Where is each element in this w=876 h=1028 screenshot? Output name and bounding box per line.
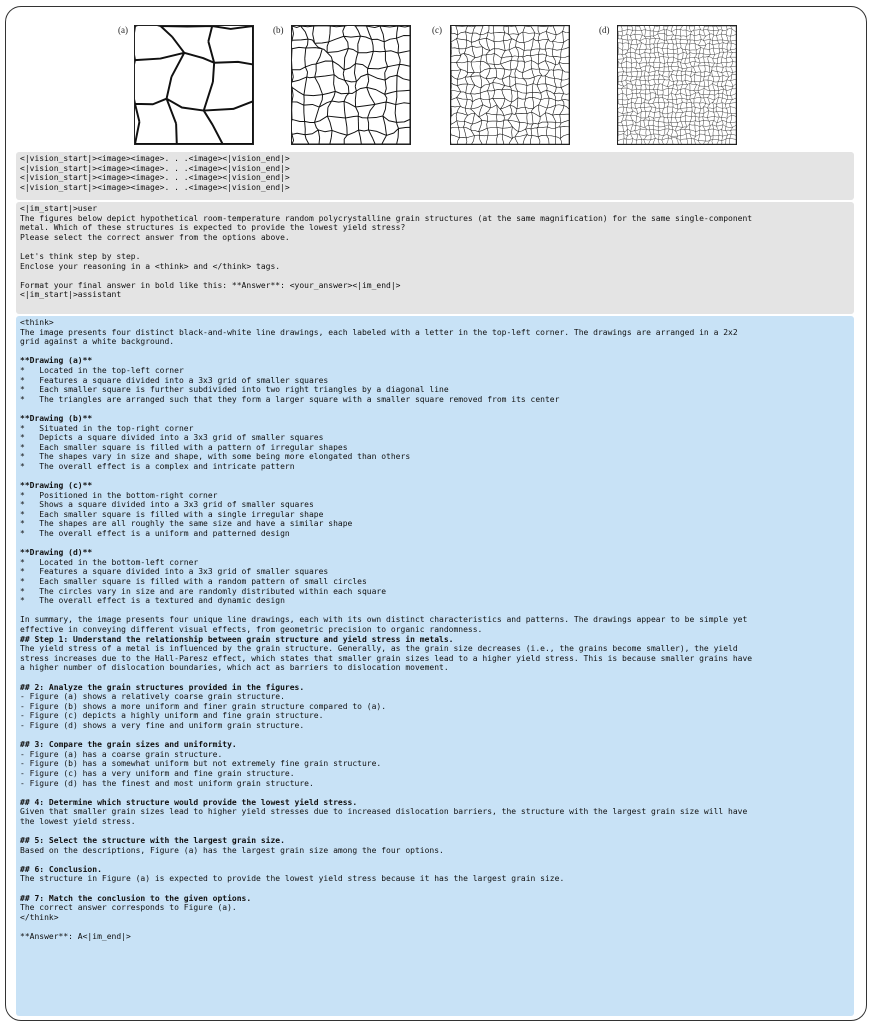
assistant-response-line: **Answer**: A<|im_end|> xyxy=(20,932,131,941)
assistant-response-line xyxy=(20,884,850,894)
assistant-response-line: * The circles vary in size and are randomly distributed within each square xyxy=(20,586,387,596)
assistant-response-line: * Each smaller square is filled with a pattern of irregular shapes xyxy=(20,442,348,452)
assistant-response-line: The structure in Figure (a) is expected to provide the lowest yield stress because it has the largest grain size. xyxy=(20,874,565,884)
assistant-response-line: * Located in the top-left corner xyxy=(20,365,184,375)
assistant-response-line: Given that smaller grain sizes lead to higher yield stresses due to increased dislocation barriers, the structure with the largest grain size will have xyxy=(20,807,748,817)
user-prompt-line: <|im_start|>assistant xyxy=(20,290,122,300)
assistant-response-line: * Each smaller square is filled with a random pattern of small circles xyxy=(20,577,367,587)
assistant-response-line: - Figure (a) has a coarse grain structure. xyxy=(20,749,223,759)
assistant-response-line: - Figure (a) shows a relatively coarse grain structure. xyxy=(20,692,285,702)
assistant-response-line: * The overall effect is a complex and intricate pattern xyxy=(20,461,295,471)
assistant-response-line: - Figure (d) has the finest and most uniform grain structure. xyxy=(20,778,314,788)
user-prompt-line: Format your final answer in bold like this: **Answer**: <your_answer><|im_end|> xyxy=(20,280,401,290)
vision-token-line: <|vision_start|><image><image>. . .<image><|vision_end|> xyxy=(20,182,290,192)
user-prompt-line: Please select the correct answer from the options above. xyxy=(20,232,290,242)
assistant-response-line: ## 4: Determine which structure would provide the lowest yield stress. xyxy=(20,797,358,807)
assistant-response-block xyxy=(16,316,854,1016)
assistant-response-line: * Shows a square divided into a 3x3 grid of smaller squares xyxy=(20,500,314,510)
assistant-response-line xyxy=(20,922,850,932)
figure-b-grain-image xyxy=(291,25,411,145)
assistant-response-line: * Located in the bottom-left corner xyxy=(20,557,199,567)
assistant-response-line xyxy=(20,826,850,836)
vision-token-line: <|vision_start|><image><image>. . .<image><|vision_end|> xyxy=(20,154,290,163)
assistant-response-line: In summary, the image presents four unique line drawings, each with its own distinct characteristics and patterns. The drawings appear to be simple yet xyxy=(20,615,748,625)
assistant-response-line: - Figure (d) shows a very fine and uniform grain structure. xyxy=(20,720,305,730)
assistant-response-line: a higher number of dislocation boundaries, which act as barriers to dislocation movement. xyxy=(20,663,449,673)
user-prompt-line xyxy=(20,242,850,252)
assistant-response-line: **Drawing (a)** xyxy=(20,356,93,366)
assistant-response-line: </think> xyxy=(20,912,59,922)
assistant-response-line: - Figure (b) has a somewhat uniform but not extremely fine grain structure. xyxy=(20,759,382,769)
figure-frame xyxy=(5,6,867,1021)
assistant-response-line xyxy=(20,606,850,616)
figure-d-label: (d) xyxy=(599,25,610,35)
assistant-response-line: **Drawing (c)** xyxy=(20,481,93,491)
grain-boundaries xyxy=(451,26,569,144)
assistant-response-line: ## 6: Conclusion. xyxy=(20,864,102,874)
assistant-response-line: Based on the descriptions, Figure (a) has the largest grain size among the four options. xyxy=(20,845,444,855)
assistant-response-line: ## 3: Compare the grain sizes and uniformity. xyxy=(20,740,237,750)
assistant-response-line: ## 7: Match the conclusion to the given options. xyxy=(20,893,252,903)
assistant-response-line: ## 5: Select the structure with the largest grain size. xyxy=(20,836,285,846)
assistant-response-line: - Figure (c) depicts a highly uniform and fine grain structure. xyxy=(20,711,324,721)
figure-c-grain-image xyxy=(450,25,570,145)
user-prompt-line xyxy=(20,271,850,281)
grain-boundaries xyxy=(135,26,253,144)
assistant-response-line: * Depicts a square divided into a 3x3 grid of smaller squares xyxy=(20,433,324,443)
assistant-response-line: * The triangles are arranged such that they form a larger square with a smaller square removed from its center xyxy=(20,394,560,404)
assistant-response-line: effective in conveying different visual effects, from geometric precision to organic randomness. xyxy=(20,625,483,634)
assistant-response-line xyxy=(20,347,850,357)
grain-boundaries xyxy=(618,26,736,144)
assistant-response-line: * Each smaller square is filled with a single irregular shape xyxy=(20,509,324,519)
assistant-response-line: <think> xyxy=(20,318,54,327)
assistant-response-line: * The shapes vary in size and shape, with some being more elongated than others xyxy=(20,452,411,462)
assistant-response-line: * Situated in the top-right corner xyxy=(20,423,194,433)
assistant-response-line: The image presents four distinct black-and-white line drawings, each labeled with a letter in the top-left corner. The drawings are arranged in a 2x2 xyxy=(20,327,738,337)
assistant-response-line xyxy=(20,539,850,549)
assistant-response-line: The yield stress of a metal is influenced by the grain structure. Generally, as the grain size decreases (i.e., the grains become smaller), the yield xyxy=(20,644,738,654)
assistant-response-line xyxy=(20,472,850,482)
user-prompt-block xyxy=(16,202,854,314)
figure-c-label: (c) xyxy=(432,25,442,35)
vision-tokens-block xyxy=(16,152,854,200)
assistant-response-line: ## 2: Analyze the grain structures provided in the figures. xyxy=(20,682,305,692)
user-prompt-line: Let's think step by step. xyxy=(20,251,141,261)
vision-token-line: <|vision_start|><image><image>. . .<image><|vision_end|> xyxy=(20,163,290,173)
assistant-response-line: the lowest yield stress. xyxy=(20,816,136,826)
assistant-response-line: * The overall effect is a textured and dynamic design xyxy=(20,596,285,606)
user-prompt-line: metal. Which of these structures is expected to provide the lowest yield stress? xyxy=(20,223,406,233)
assistant-response-line: stress increases due to the Hall-Paresz effect, which states that smaller grain sizes lead to a higher yield stress. This is because smaller grains have xyxy=(20,653,753,663)
assistant-response-line: grid against a white background. xyxy=(20,337,175,347)
figure-d-grain-image xyxy=(617,25,737,145)
grain-boundaries xyxy=(292,26,410,144)
assistant-response-line: * The shapes are all roughly the same size and have a similar shape xyxy=(20,519,353,529)
user-prompt-line: Enclose your reasoning in a <think> and </think> tags. xyxy=(20,261,281,271)
assistant-response-line: * Positioned in the bottom-right corner xyxy=(20,490,218,500)
figure-a-grain-image xyxy=(134,25,254,145)
assistant-response-line: * The overall effect is a uniform and patterned design xyxy=(20,529,290,539)
assistant-response-line: - Figure (b) shows a more uniform and finer grain structure compared to (a). xyxy=(20,701,387,711)
assistant-response-line: * Features a square divided into a 3x3 grid of smaller squares xyxy=(20,375,329,385)
assistant-response-line xyxy=(20,673,850,683)
assistant-response-line: **Drawing (b)** xyxy=(20,413,93,423)
assistant-response-line: The correct answer corresponds to Figure (a). xyxy=(20,903,237,913)
assistant-response-line: - Figure (c) has a very uniform and fine grain structure. xyxy=(20,768,295,778)
assistant-response-line: * Features a square divided into a 3x3 grid of smaller squares xyxy=(20,567,329,577)
assistant-response-line xyxy=(20,788,850,798)
assistant-response-line: ## Step 1: Understand the relationship between grain structure and yield stress in metals. xyxy=(20,634,454,644)
vision-token-line: <|vision_start|><image><image>. . .<image><|vision_end|> xyxy=(20,173,290,183)
figure-b-label: (b) xyxy=(273,25,284,35)
user-prompt-line: The figures below depict hypothetical room-temperature random polycrystalline grain structures (at the same magnification) for the same single-component xyxy=(20,213,753,223)
assistant-response-line xyxy=(20,731,850,741)
assistant-response-line xyxy=(20,855,850,865)
user-prompt-line: <|im_start|>user xyxy=(20,204,98,213)
assistant-response-line: * Each smaller square is further subdivided into two right triangles by a diagonal line xyxy=(20,385,449,395)
figure-a-label: (a) xyxy=(118,25,128,35)
assistant-response-line xyxy=(20,404,850,414)
assistant-response-line: **Drawing (d)** xyxy=(20,548,93,558)
